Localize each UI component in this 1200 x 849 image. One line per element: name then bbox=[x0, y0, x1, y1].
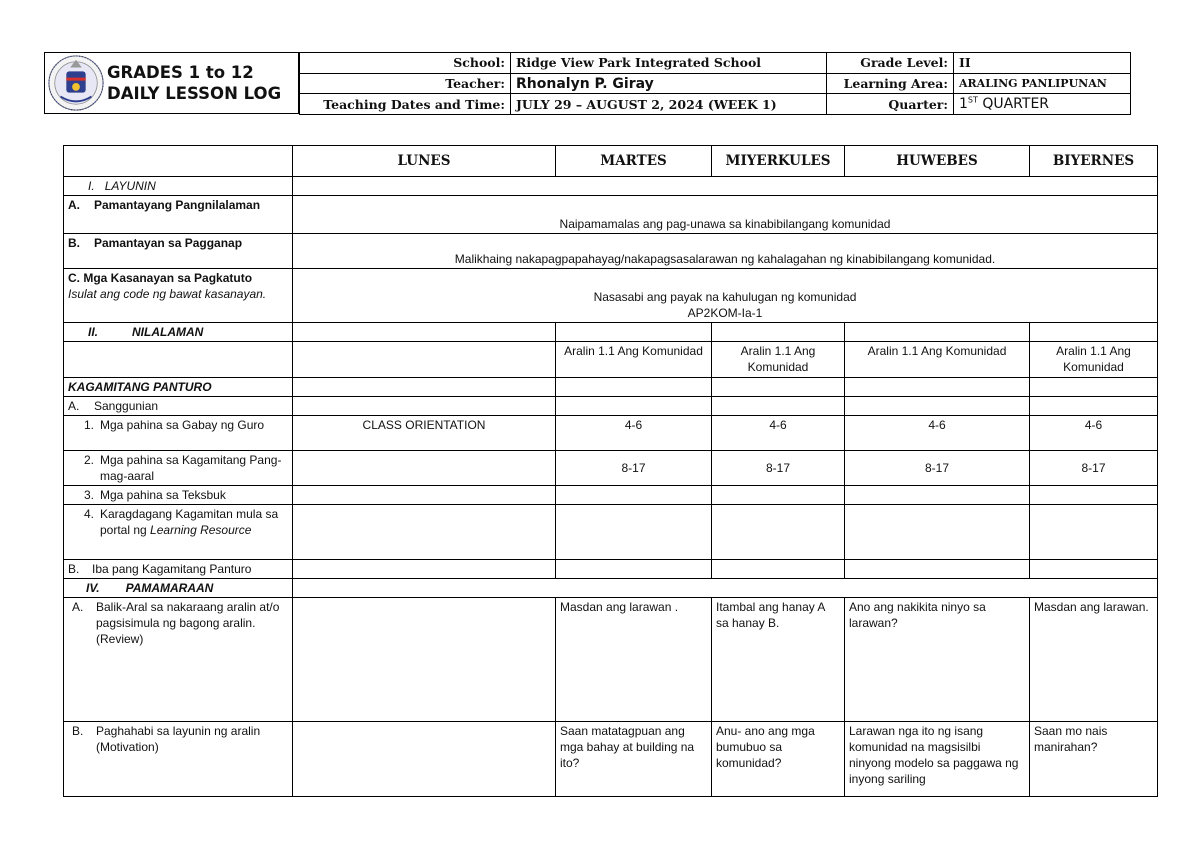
paghahabi-label: B. Paghahabi sa layunin ng aralin (Motivation) bbox=[64, 722, 293, 797]
mag-aaral-friday: 8-17 bbox=[1030, 451, 1158, 486]
aralin-row bbox=[64, 342, 1158, 378]
nilalaman-cell-3 bbox=[712, 323, 845, 342]
gabay-guro-thursday: 4-6 bbox=[845, 416, 1030, 451]
sanggunian-cell-1 bbox=[293, 397, 556, 416]
balik-aral-monday bbox=[293, 598, 556, 722]
kasanayan-code: AP2KOM-Ia-1 bbox=[687, 306, 763, 320]
kasanayan-description: Nasasabi ang payak na kahulugan ng komunidad bbox=[593, 290, 857, 304]
pamantayan-pagganap-row bbox=[64, 234, 1158, 269]
quarter-suffix: ST bbox=[967, 95, 978, 105]
learning-area-value: ARALING PANLIPUNAN bbox=[954, 73, 1131, 94]
kasanayan-title: C. Mga Kasanayan sa Pagkatuto bbox=[68, 271, 253, 285]
pamamaraan-blank bbox=[293, 579, 1158, 598]
iba-pang-kagamitan-label: B. Iba pang Kagamitang Panturo bbox=[64, 560, 293, 579]
pamamaraan-heading: IV. PAMAMARAAN bbox=[64, 579, 293, 598]
quarter-label: Quarter: bbox=[827, 94, 954, 115]
aralin-tuesday: Aralin 1.1 Ang Komunidad bbox=[556, 342, 712, 378]
sanggunian-cell-2 bbox=[556, 397, 712, 416]
nilalaman-cell-2 bbox=[556, 323, 712, 342]
sanggunian-cell-4 bbox=[845, 397, 1030, 416]
teksbuk-cell-1 bbox=[293, 486, 556, 505]
layunin-blank bbox=[293, 177, 1158, 196]
pamantayan-pagganap-value: Malikhaing nakapagpapahayag/nakapagsasalarawan ng kahalagahan ng kinabibilangang komunidad. bbox=[293, 234, 1158, 269]
kagamitan-cell-3 bbox=[712, 378, 845, 397]
iba-pang-kagamitan-row bbox=[64, 560, 1158, 579]
nilalaman-row bbox=[64, 323, 1158, 342]
kagamitan-cell-5 bbox=[1030, 378, 1158, 397]
gabay-guro-label: 1. Mga pahina sa Gabay ng Guro bbox=[64, 416, 293, 451]
aralin-wednesday: Aralin 1.1 Ang Komunidad bbox=[712, 342, 845, 378]
mag-aaral-thursday: 8-17 bbox=[845, 451, 1030, 486]
days-header-row bbox=[64, 146, 1158, 177]
nilalaman-heading: II. NILALAMAN bbox=[64, 323, 293, 342]
paghahabi-friday: Saan mo nais manirahan? bbox=[1030, 722, 1158, 797]
gabay-guro-friday: 4-6 bbox=[1030, 416, 1158, 451]
deped-seal-logo bbox=[47, 54, 105, 112]
sanggunian-row bbox=[64, 397, 1158, 416]
balik-aral-wednesday: Itambal ang hanay A sa hanay B. bbox=[712, 598, 845, 722]
mag-aaral-wednesday: 8-17 bbox=[712, 451, 845, 486]
kasanayan-subtitle: Isulat ang code ng bawat kasanayan. bbox=[68, 287, 267, 301]
teaching-dates-label: Teaching Dates and Time: bbox=[300, 94, 511, 115]
kagamitan-cell-1 bbox=[293, 378, 556, 397]
balik-aral-tuesday: Masdan ang larawan . bbox=[556, 598, 712, 722]
iba-cell-3 bbox=[712, 560, 845, 579]
quarter-number: 1 bbox=[959, 96, 968, 113]
school-value: Ridge View Park Integrated School bbox=[511, 53, 827, 74]
header-blank-cell bbox=[64, 146, 293, 177]
iba-cell-5 bbox=[1030, 560, 1158, 579]
day-wednesday: MIYERKULES bbox=[712, 146, 845, 177]
kagamitang-mag-aaral-label: 2. Mga pahina sa Kagamitang Pang-mag-aaral bbox=[64, 451, 293, 486]
paghahabi-row bbox=[64, 722, 1158, 797]
kagamitan-cell-2 bbox=[556, 378, 712, 397]
mag-aaral-tuesday: 8-17 bbox=[556, 451, 712, 486]
header-title-line1: GRADES 1 to 12 bbox=[107, 63, 254, 82]
gabay-guro-monday: CLASS ORIENTATION bbox=[293, 416, 556, 451]
nilalaman-cell-1 bbox=[293, 323, 556, 342]
karagdagang-kagamitan-row bbox=[64, 505, 1158, 560]
aralin-thursday: Aralin 1.1 Ang Komunidad bbox=[845, 342, 1030, 378]
quarter-word: QUARTER bbox=[977, 96, 1050, 113]
pamantayan-pagganap-label: B. Pamantayan sa Pagganap bbox=[64, 234, 293, 269]
layunin-row bbox=[64, 177, 1158, 196]
teksbuk-cell-3 bbox=[712, 486, 845, 505]
iba-cell-4 bbox=[845, 560, 1030, 579]
grade-level-label: Grade Level: bbox=[827, 53, 954, 74]
paghahabi-monday bbox=[293, 722, 556, 797]
teacher-value: Rhonalyn P. Giray bbox=[511, 73, 827, 94]
teksbuk-cell-5 bbox=[1030, 486, 1158, 505]
sanggunian-cell-5 bbox=[1030, 397, 1158, 416]
gabay-guro-tuesday: 4-6 bbox=[556, 416, 712, 451]
mag-aaral-monday bbox=[293, 451, 556, 486]
paghahabi-tuesday: Saan matatagpuan ang mga bahay at building na ito? bbox=[556, 722, 712, 797]
day-tuesday: MARTES bbox=[556, 146, 712, 177]
school-label: School: bbox=[300, 53, 511, 74]
kagamitan-heading: KAGAMITANG PANTURO bbox=[64, 378, 293, 397]
balik-aral-thursday: Ano ang nakikita ninyo sa larawan? bbox=[845, 598, 1030, 722]
grade-level-value: II bbox=[954, 53, 1131, 74]
pamantayang-pangnilalaman-label: A. Pamantayang Pangnilalaman bbox=[64, 196, 293, 234]
paghahabi-wednesday: Anu- ano ang mga bumubuo sa komunidad? bbox=[712, 722, 845, 797]
gabay-guro-row bbox=[64, 416, 1158, 451]
karagdagang-cell-5 bbox=[1030, 505, 1158, 560]
karagdagang-kagamitan-label: 4. Karagdagang Kagamitan mula sa portal ng Learning Resource bbox=[64, 505, 293, 560]
learning-area-label: Learning Area: bbox=[827, 73, 954, 94]
teksbuk-cell-2 bbox=[556, 486, 712, 505]
quarter-value bbox=[954, 94, 1131, 115]
nilalaman-cell-4 bbox=[845, 323, 1030, 342]
teaching-dates-value: JULY 29 – AUGUST 2, 2024 (WEEK 1) bbox=[511, 94, 827, 115]
day-thursday: HUWEBES bbox=[845, 146, 1030, 177]
nilalaman-cell-5 bbox=[1030, 323, 1158, 342]
kasanayan-row bbox=[64, 269, 1158, 323]
karagdagang-cell-3 bbox=[712, 505, 845, 560]
lesson-log-table bbox=[63, 145, 1158, 797]
pamamaraan-row bbox=[64, 579, 1158, 598]
paghahabi-thursday: Larawan nga ito ng isang komunidad na magsisilbi ninyong modelo sa paggawa ng inyong sariling bbox=[845, 722, 1030, 797]
aralin-monday bbox=[293, 342, 556, 378]
balik-aral-row bbox=[64, 598, 1158, 722]
aralin-label-blank bbox=[64, 342, 293, 378]
karagdagang-cell-4 bbox=[845, 505, 1030, 560]
teacher-label: Teacher: bbox=[300, 73, 511, 94]
teksbuk-cell-4 bbox=[845, 486, 1030, 505]
kagamitan-cell-4 bbox=[845, 378, 1030, 397]
pamantayang-pangnilalaman-row bbox=[64, 196, 1158, 234]
gabay-guro-wednesday: 4-6 bbox=[712, 416, 845, 451]
aralin-friday: Aralin 1.1 Ang Komunidad bbox=[1030, 342, 1158, 378]
sanggunian-label: A. Sanggunian bbox=[64, 397, 293, 416]
balik-aral-friday: Masdan ang larawan. bbox=[1030, 598, 1158, 722]
balik-aral-label: A. Balik-Aral sa nakaraang aralin at/o pagsisimula ng bagong aralin.(Review) bbox=[64, 598, 293, 722]
kagamitan-row bbox=[64, 378, 1158, 397]
header-title-box bbox=[44, 52, 299, 114]
layunin-heading: I. LAYUNIN bbox=[64, 177, 293, 196]
iba-cell-2 bbox=[556, 560, 712, 579]
header-title-line2: DAILY LESSON LOG bbox=[107, 84, 282, 103]
pamantayang-pangnilalaman-value: Naipamamalas ang pag-unawa sa kinabibilangang komunidad bbox=[293, 196, 1158, 234]
teksbuk-row bbox=[64, 486, 1158, 505]
karagdagang-cell-2 bbox=[556, 505, 712, 560]
header-info-table bbox=[299, 52, 1131, 115]
kagamitang-mag-aaral-row bbox=[64, 451, 1158, 486]
iba-cell-1 bbox=[293, 560, 556, 579]
kasanayan-label bbox=[64, 269, 293, 323]
kasanayan-value bbox=[293, 269, 1158, 323]
teksbuk-label: 3. Mga pahina sa Teksbuk bbox=[64, 486, 293, 505]
day-friday: BIYERNES bbox=[1030, 146, 1158, 177]
karagdagang-cell-1 bbox=[293, 505, 556, 560]
day-monday: LUNES bbox=[293, 146, 556, 177]
sanggunian-cell-3 bbox=[712, 397, 845, 416]
